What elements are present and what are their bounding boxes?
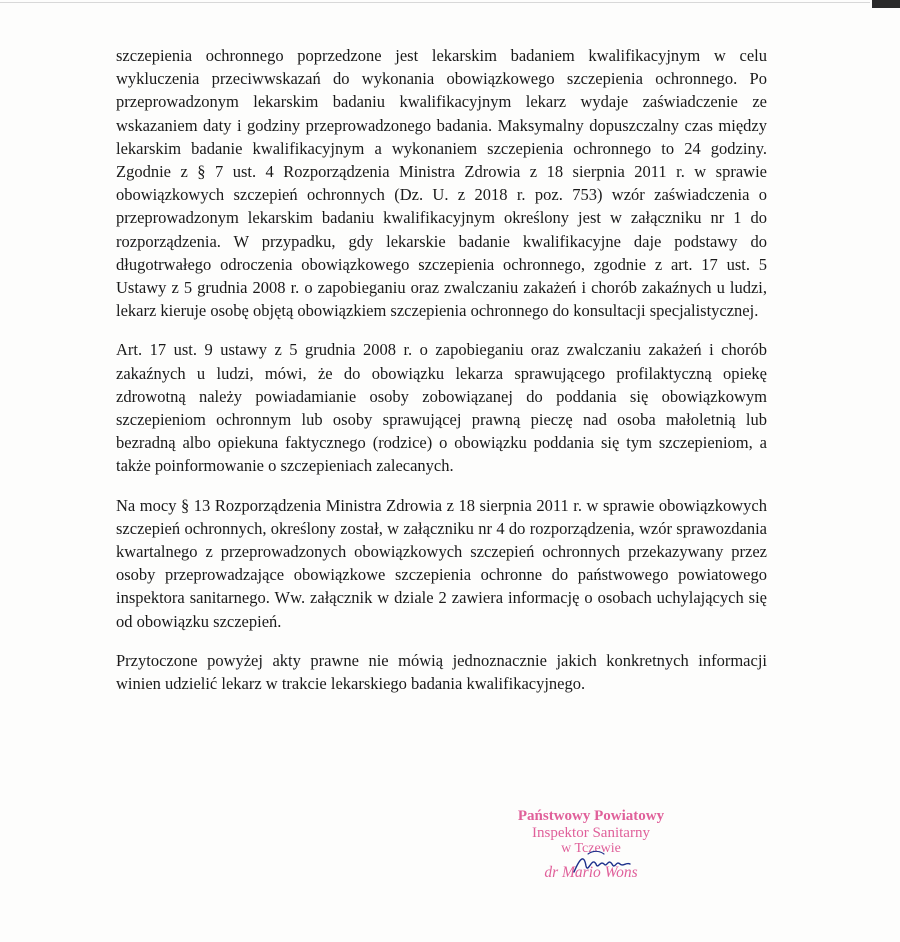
handwritten-signature — [570, 848, 640, 878]
paragraph-conclusion: Przytoczone powyżej akty prawne nie mówią jednoznacznie jakich konkretnych informacji winien udzielić lekarz w trakcie lekarskiego badania kwalifikacyjnego. — [116, 650, 767, 694]
stamp-official-name: dr Mario Wons — [544, 864, 638, 881]
stamp-title-line2: Inspektor Sanitarny — [532, 825, 650, 841]
scan-top-edge — [0, 2, 870, 3]
document-body — [116, 44, 767, 711]
paragraph-art-17: Art. 17 ust. 9 ustawy z 5 grudnia 2008 r. o zapobieganiu oraz zwalczaniu zakażeń i chorób zakaźnych u ludzi, mówi, że do obowiązku lekarza sprawującego profilaktyczną opiekę zdrowotną należy powiadamianie osoby zobowiązanej do poddania się obowiązkowym szczepieniom ochronnym lub osoby sprawującej prawną pieczę nad osoba małoletnią lub bezradną albo opiekuna faktycznego (rodzice) o obowiązku poddania się tym szczepieniom, a także poinformowanie o szczepieniach zalecanych. — [116, 340, 767, 476]
scan-page-corner — [872, 0, 900, 8]
paragraph-vaccination-qualification: szczepienia ochronnego poprzedzone jest lekarskim badaniem kwalifikacyjnym w celu wykluczenia przeciwwskazań do wykonania obowiązkowego szczepienia ochronnego. Po przeprowadzonym lekarskim badaniu kwalifikacyjnym lekarz wydaje zaświadczenie ze wskazaniem daty i godziny przeprowadzonego badania. Maksymalny dopuszczalny czas między lekarskim badanie kwalifikacyjnym a wykonaniem szczepienia ochronnego to 24 godziny. Zgodnie z § 7 ust. 4 Rozporządzenia Ministra Zdrowia z 18 sierpnia 2011 r. w sprawie obowiązkowych szczepień ochronnych (Dz. U. z 2018 r. poz. 753) wzór zaświadczenia o przeprowadzonym lekarskim badaniu kwalifikacyjnym określony jest w załączniku nr 1 do rozporządzenia. W przypadku, gdy lekarskie badanie kwalifikacyjne daje podstawy do długotrwałego odroczenia obowiązkowego szczepienia ochronnego, zgodnie z art. 17 ust. 5 Ustawy z 5 grudnia 2008 r. o zapobieganiu oraz zwalczaniu zakażeń i chorób zakaźnych u ludzi, lekarz kieruje osobę objętą obowiązkiem szczepienia ochronnego do konsultacji specjalistycznej. — [116, 46, 767, 321]
stamp-location: w Tczewie — [561, 841, 621, 856]
stamp-title-line1: Państwowy Powiatowy — [517, 808, 665, 824]
paragraph-regulation-13: Na mocy § 13 Rozporządzenia Ministra Zdrowia z 18 sierpnia 2011 r. w sprawie obowiązkowych szczepień ochronnych, określony został, w załączniku nr 4 do rozporządzenia, wzór sprawozdania kwartalnego z przeprowadzonych obowiązkowych szczepień ochronnych przekazywany przez osoby przeprowadzające obowiązkowe szczepienia ochronne do państwowego powiatowego inspektora sanitarnego. Ww. załącznik w dziale 2 zawiera informację o osobach uchylających się od obowiązku szczepień. — [116, 495, 767, 631]
